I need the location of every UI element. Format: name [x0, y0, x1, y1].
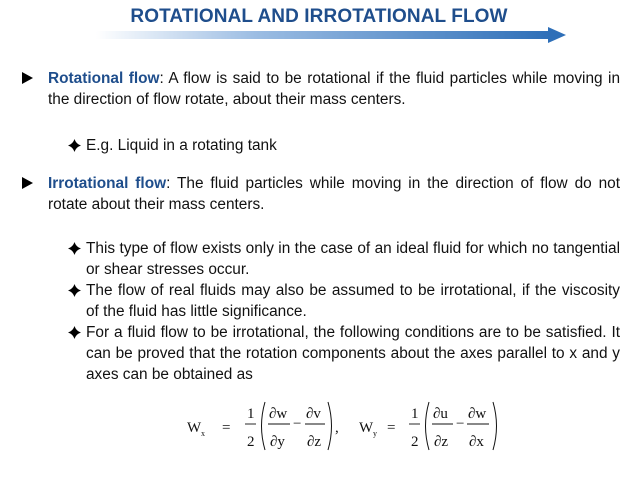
- eq-wy-sub: y: [373, 429, 377, 438]
- rotational-flow-item: [22, 68, 620, 110]
- eq-minus-2: −: [456, 416, 465, 432]
- arrow-bullet-icon: [22, 177, 33, 189]
- irrotational-flow-text: : The fluid particles while moving in the direction of flow do not rotate about their mass centers.: [48, 175, 621, 213]
- rotational-example-text: E.g. Liquid in a rotating tank: [86, 137, 277, 154]
- eq-wx-sub: x: [201, 429, 205, 438]
- slide-title: ROTATIONAL AND IRROTATIONAL FLOW: [130, 6, 508, 27]
- irrotational-point-3-text: For a fluid flow to be irrotational, the following conditions are to be satisfied. It can be proved that the rotation components about the axes parallel to x and y axes can be obtained as: [86, 324, 620, 383]
- rotational-example: [86, 135, 620, 156]
- eq-d3: ∂z: [434, 434, 449, 450]
- diamond-bullet-icon: [68, 242, 81, 255]
- irrotational-point-1-text: This type of flow exists only in the case of an ideal fluid for which no tangential or shear stresses occur.: [86, 240, 620, 278]
- eq-two-2: 2: [411, 434, 419, 450]
- eq-one-2: 1: [411, 406, 419, 422]
- eq-equals-2: =: [387, 420, 396, 436]
- arrow-bullet-icon: [22, 72, 33, 84]
- eq-n2: ∂v: [306, 406, 321, 422]
- irrotational-point-2-text: The flow of real fluids may also be assumed to be irrotational, if the viscosity of the fluid has little significance.: [86, 282, 620, 320]
- irrotational-point-3: [86, 322, 620, 385]
- diamond-bullet-icon: [68, 284, 81, 297]
- rotational-flow-term: Rotational flow: [48, 70, 160, 87]
- eq-wy: W: [359, 420, 374, 436]
- irrotational-flow-term: Irrotational flow: [48, 175, 167, 192]
- irrotational-point-2: [86, 280, 620, 322]
- irrotational-flow-item: [22, 173, 620, 215]
- eq-n3: ∂u: [433, 406, 448, 422]
- eq-equals-1: =: [222, 420, 231, 436]
- eq-one-1: 1: [247, 406, 255, 422]
- eq-minus-1: −: [293, 416, 302, 432]
- eq-comma: ,: [335, 420, 339, 436]
- eq-n4: ∂w: [468, 406, 487, 422]
- eq-d4: ∂x: [469, 434, 484, 450]
- irrotational-point-1: [86, 238, 620, 280]
- rotational-flow-text: : A flow is said to be rotational if the fluid particles while moving in the direction of flow rotate, about their mass centers.: [48, 70, 620, 108]
- eq-wx: W: [187, 420, 202, 436]
- eq-n1: ∂w: [269, 406, 288, 422]
- diamond-bullet-icon: [68, 139, 81, 152]
- eq-d1: ∂y: [270, 434, 285, 450]
- eq-two-1: 2: [247, 434, 255, 450]
- eq-d2: ∂z: [307, 434, 322, 450]
- diamond-bullet-icon: [68, 326, 81, 339]
- rotation-components-equation: [175, 396, 505, 456]
- title-underline-arrow: [96, 27, 566, 43]
